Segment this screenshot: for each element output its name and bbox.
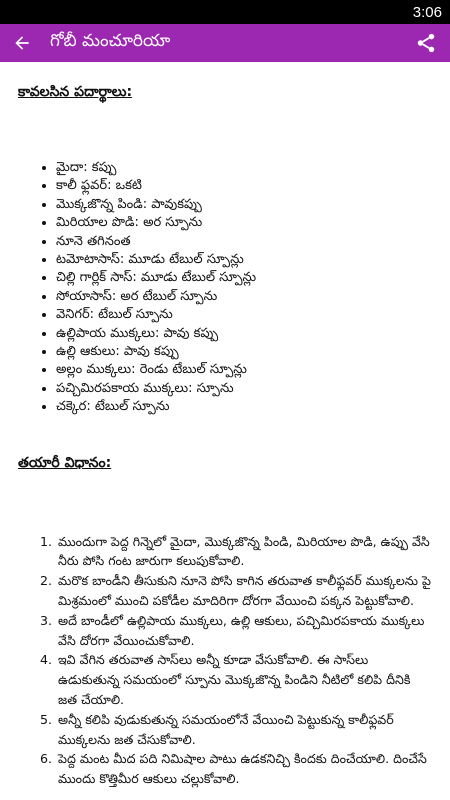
list-item: • కాలీ ఫ్లవర్: ఒకటి xyxy=(56,177,432,195)
method-step: 1. ముందుగా పెద్ద గిన్నెలో మైదా, మొక్కజొన్న పిండి, మిరియాల పొడి, ఉప్పు వేసి నీరు పోసి గంట జారుగా కలుపుకోవాలి. xyxy=(56,532,432,572)
arrow-back-icon xyxy=(12,33,32,53)
list-item: • ఉల్లిపాయ ముక్కలు: పావు కప్పు xyxy=(56,325,432,343)
share-button[interactable] xyxy=(402,24,450,62)
page-title: గోబీ మంచూరియా xyxy=(50,31,171,51)
list-item: • పచ్చిమిరపకాయ ముక్కలు: స్పూను xyxy=(56,380,432,398)
back-button[interactable] xyxy=(0,24,44,62)
app-bar xyxy=(0,24,450,62)
list-item: • మొక్కజొన్న పిండి: పావుకప్పు xyxy=(56,196,432,214)
share-icon xyxy=(415,32,437,54)
list-item: • సోయాసాస్: అర టేబుల్ స్పూను xyxy=(56,288,432,306)
list-item: • టమోటాసాస్: మూడు టేబుల్ స్పూన్లు xyxy=(56,251,432,269)
list-item: • చిల్లి గార్లిక్ సాస్: మూడు టేబుల్ స్పూన్లు xyxy=(56,269,432,287)
method-step: 5. అన్నీ కలిపి వుడుకుతున్న సమయంలోనే వేయించి పెట్టుకున్న కాలీఫ్లవర్ ముక్కలను జత చేసుకోవాలి. xyxy=(56,710,432,750)
status-time: 3:06 xyxy=(412,3,442,21)
status-bar xyxy=(0,0,450,24)
recipe-content[interactable] xyxy=(0,62,450,800)
list-item: • చక్కెర: టేబుల్ స్పూను xyxy=(56,398,432,416)
ingredients-list xyxy=(18,159,432,417)
method-step: 2. మరొక బాండీని తీసుకుని నూనె పోసి కాగిన తరువాత కాలీఫ్లవర్ ముక్కలను పై మిశ్రమంలో ముంచి పకోడీల మాదిరిగా దోరగా వేయించి పక్కన పెట్టుకోవాలి. xyxy=(56,571,432,611)
list-item: • అల్లం ముక్కలు: రెండు టేబుల్ స్పూన్లు xyxy=(56,361,432,379)
method-step: 4. ఇవి వేగిన తరువాత సాస్‌లు అన్నీ కూడా వేసుకోవాలి. ఈ సాస్‌లు ఉడుకుతున్న సమయంలో స్పూను మొక్కజొన్న పిండిని నీటిలో కలిపి దీనికి జత చేయాలి. xyxy=(56,650,432,709)
method-heading: తయారీ విధానం: xyxy=(18,454,112,471)
list-item: • ఉల్లి ఆకులు: పావు కప్పు xyxy=(56,343,432,361)
list-item: • నూనె తగినంత xyxy=(56,233,432,251)
method-step: 6. పెద్ద మంట మీద పది నిమిషాల పాటు ఉడకనిచ్చి కిందకు దించేయాలి. దించేసే ముందు కొత్తిమీర ఆకులు చల్లుకోవాలి. xyxy=(56,749,432,789)
list-item: • మైదా: కప్పు xyxy=(56,159,432,177)
method-steps-list xyxy=(18,532,432,789)
ingredients-heading: కావలసిన పదార్థాలు: xyxy=(18,84,133,100)
list-item: • వెనిగర్: టేబుల్ స్పూను xyxy=(56,306,432,324)
method-step: 3. అదే బాండీలో ఉల్లిపాయ ముక్కలు, ఉల్లి ఆకులు, పచ్చిమిరపకాయ ముక్కలు వేసి దోరగా వేయించుకోవాలి. xyxy=(56,611,432,651)
list-item: • మిరియాల పొడి: అర స్పూను xyxy=(56,214,432,232)
